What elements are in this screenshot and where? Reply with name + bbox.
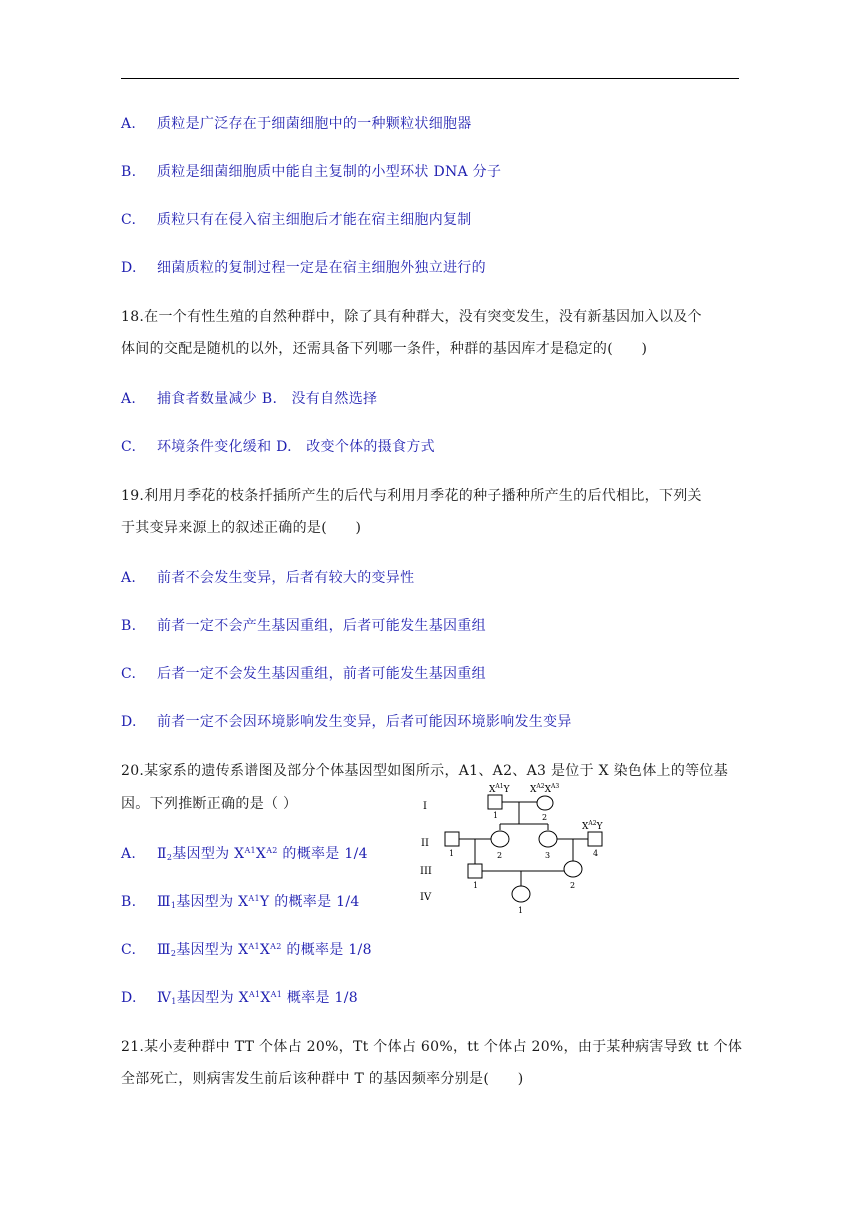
gen-label-iii: III (420, 866, 432, 877)
ii1-number: 1 (449, 849, 455, 858)
ii3-female-circle (539, 831, 557, 847)
iii2-female-circle (564, 861, 582, 877)
q20-option-b: B. $Ⅲ_1$基因型为 $X^{A1}Y$ 的概率是 1/4 (121, 894, 360, 910)
ii4-male-square (588, 832, 602, 846)
i1-genotype: $X^{A1}Y$ (489, 783, 510, 795)
q19-option-b: B. 前者一定不会产生基因重组，后者可能发生基因重组 (121, 618, 486, 634)
q21-stem-line1: 21.某小麦种群中 TT 个体占 20%，Tt 个体占 60%，tt 个体占 20%，由于某种病害导致 tt 个体 (121, 1039, 743, 1055)
q20-option-d: D. $Ⅳ_1$基因型为 $X^{A1}X^{A1}$ 概率是 1/8 (121, 990, 358, 1006)
q18-option-ab: A. 捕食者数量减少 B. 没有自然选择 (121, 391, 378, 407)
q19-option-a: A. 前者不会发生变异，后者有较大的变异性 (121, 570, 415, 586)
gen-label-ii: II (421, 838, 429, 849)
q17-option-b: B. 质粒是细菌细胞质中能自主复制的小型环状 DNA 分子 (121, 164, 502, 180)
q19-option-c: C. 后者一定不会发生基因重组，前者可能发生基因重组 (121, 666, 486, 682)
q20-option-c: C. $Ⅲ_2$基因型为 $X^{A1}X^{A2}$ 的概率是 1/8 (121, 942, 372, 958)
iii1-male-square (468, 864, 482, 878)
iv1-female-circle (512, 886, 530, 902)
q18-stem-line1: 18.在一个有性生殖的自然种群中，除了具有种群大，没有突变发生，没有新基因加入以及个 (121, 309, 702, 325)
i1-male-square (488, 795, 502, 809)
ii1-male-square (445, 832, 459, 846)
gen-label-i: I (423, 801, 427, 812)
q17-option-c: C. 质粒只有在侵入宿主细胞后才能在宿主细胞内复制 (121, 212, 472, 228)
ii2-female-circle (491, 831, 509, 847)
q20-stem-line2: 因。下列推断正确的是（ ） (121, 796, 298, 812)
i2-female-circle (537, 796, 553, 810)
i1-number: 1 (493, 811, 499, 820)
iii2-number: 2 (570, 881, 576, 890)
ii2-number: 2 (497, 851, 503, 860)
q18-option-cd: C. 环境条件变化缓和 D. 改变个体的摄食方式 (121, 439, 435, 455)
q19-stem-line1: 19.利用月季花的枝条扦插所产生的后代与利用月季花的种子播种所产生的后代相比，下列关 (121, 488, 702, 504)
header-rule (121, 78, 739, 79)
q21-stem-line2: 全部死亡，则病害发生前后该种群中 T 的基因频率分别是( ) (121, 1071, 524, 1087)
i2-genotype: $X^{A2}X^{A3}$ (530, 783, 560, 795)
ii4-number: 4 (593, 849, 599, 858)
i2-number: 2 (542, 813, 548, 822)
q18-stem-line2: 体间的交配是随机的以外，还需具备下列哪一条件，种群的基因库才是稳定的( ) (121, 341, 648, 357)
q17-option-d: D. 细菌质粒的复制过程一定是在宿主细胞外独立进行的 (121, 260, 486, 276)
ii3-number: 3 (545, 851, 551, 860)
iv1-number: 1 (518, 906, 524, 915)
q19-option-d: D. 前者一定不会因环境影响发生变异，后者可能因环境影响发生变异 (121, 714, 572, 730)
q20-option-a: A. $Ⅱ_2$基因型为 $X^{A1}X^{A2}$ 的概率是 1/4 (121, 846, 368, 862)
ii4-genotype: $X^{A2}Y$ (582, 820, 603, 832)
q19-stem-line2: 于其变异来源上的叙述正确的是( ) (121, 520, 362, 536)
q20-stem-line1: 20.某家系的遗传系谱图及部分个体基因型如图所示，A1、A2、A3 是位于 X 染色体上的等位基 (121, 763, 729, 779)
q17-option-a: A. 质粒是广泛存在于细菌细胞中的一种颗粒状细胞器 (121, 116, 472, 132)
pedigree-diagram (418, 782, 618, 922)
gen-label-iv: IV (420, 892, 432, 903)
iii1-number: 1 (473, 881, 479, 890)
